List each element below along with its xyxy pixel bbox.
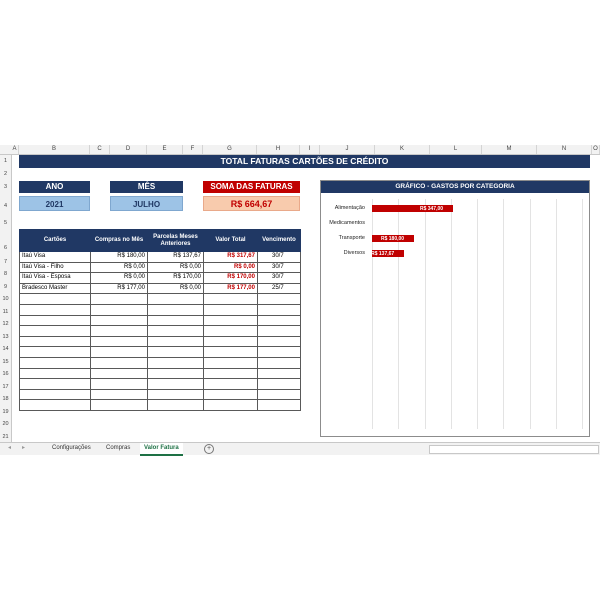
empty-cell[interactable] [91,326,148,337]
empty-cell[interactable] [204,304,258,315]
table-row [20,273,301,284]
chart-gridline [425,199,426,429]
row-header[interactable]: 1 [3,158,8,164]
table-row [20,304,301,315]
empty-cell[interactable] [204,326,258,337]
col-header-l[interactable]: L [430,145,482,154]
row-header[interactable]: 11 [2,309,9,315]
header-valor-total[interactable]: Valor Total [204,230,258,252]
row-header[interactable]: 20 [2,421,9,427]
row-header[interactable]: 12 [2,321,9,327]
empty-cell[interactable] [20,336,91,347]
empty-cell[interactable] [148,357,204,368]
category-chart[interactable] [320,180,590,437]
col-header-i[interactable]: I [300,145,320,154]
empty-cell[interactable] [258,336,301,347]
row-header[interactable]: 14 [2,346,9,352]
tab-compras[interactable]: Compras [106,445,131,451]
empty-cell[interactable] [91,347,148,358]
empty-cell[interactable] [148,294,204,305]
cell-vencimento[interactable]: 25/7 [258,283,301,294]
col-header-g[interactable]: G [203,145,257,154]
cell-cartao[interactable]: Itaú Visa [20,252,91,263]
ano-label[interactable]: ANO [19,181,90,193]
empty-cell[interactable] [91,304,148,315]
chart-gridline [451,199,452,429]
row-headers [0,155,12,443]
empty-cell[interactable] [91,389,148,400]
empty-cell[interactable] [20,368,91,379]
table-row [20,294,301,305]
empty-cell[interactable] [20,357,91,368]
chart-gridline [477,199,478,429]
empty-cell[interactable] [148,304,204,315]
row-header[interactable]: 9 [3,284,8,290]
cell-valor-total[interactable]: R$ 0,00 [204,262,258,273]
empty-cell[interactable] [148,389,204,400]
empty-cell[interactable] [258,326,301,337]
empty-cell[interactable] [204,400,258,411]
header-parcelas[interactable]: Parcelas Meses Anteriores [148,230,204,252]
tab-configuracoes[interactable]: Configurações [52,445,91,451]
cell-compras[interactable]: R$ 0,00 [91,262,148,273]
row-header[interactable]: 17 [2,384,9,390]
empty-cell[interactable] [204,294,258,305]
cell-parcelas[interactable]: R$ 0,00 [148,283,204,294]
col-header-c[interactable]: C [90,145,110,154]
tab-prev-arrow[interactable]: ◂ [8,445,12,451]
col-header-k[interactable]: K [375,145,430,154]
empty-cell[interactable] [91,400,148,411]
chart-category-label: Medicamentos [329,220,365,226]
empty-cell[interactable] [20,304,91,315]
soma-value[interactable]: R$ 664,67 [203,196,300,211]
col-header-f[interactable]: F [183,145,203,154]
row-header[interactable]: 5 [3,220,8,226]
cell-valor-total[interactable]: R$ 170,00 [204,273,258,284]
table-row [20,262,301,273]
empty-cell[interactable] [204,336,258,347]
empty-cell[interactable] [91,294,148,305]
table-row [20,315,301,326]
cell-vencimento[interactable]: 30/7 [258,262,301,273]
chart-data-label: R$ 137,67 [371,250,395,257]
table-row [20,368,301,379]
empty-cell[interactable] [258,347,301,358]
chart-gridline [556,199,557,429]
empty-cell[interactable] [258,357,301,368]
col-header-b[interactable]: B [19,145,90,154]
empty-cell[interactable] [148,326,204,337]
row-header[interactable]: 8 [3,271,8,277]
empty-cell[interactable] [204,379,258,390]
empty-cell[interactable] [204,368,258,379]
col-header-m[interactable]: M [482,145,537,154]
spreadsheet [0,145,600,455]
col-header-n[interactable]: N [537,145,592,154]
row-header[interactable]: 18 [2,396,9,402]
chart-category-label: Diversos [343,250,365,256]
empty-cell[interactable] [91,315,148,326]
row-header[interactable]: 15 [2,359,9,365]
empty-cell[interactable] [20,389,91,400]
empty-cell[interactable] [148,400,204,411]
row-header[interactable]: 13 [2,334,9,340]
empty-cell[interactable] [91,336,148,347]
empty-cell[interactable] [148,379,204,390]
col-header-e[interactable]: E [147,145,183,154]
empty-cell[interactable] [91,357,148,368]
empty-cell[interactable] [204,347,258,358]
col-header-j[interactable]: J [320,145,375,154]
chart-gridline [582,199,583,429]
table-row [20,347,301,358]
chart-data-label: R$ 347,00 [419,205,444,212]
header-vencimento[interactable]: Vencimento [258,230,301,252]
cell-compras[interactable]: R$ 177,00 [91,283,148,294]
table-row [20,252,301,263]
chart-category-label: Alimentação [334,205,365,211]
empty-cell[interactable] [258,400,301,411]
col-header-h[interactable]: H [257,145,300,154]
empty-rows [20,294,301,411]
chart-data-label: R$ 180,00 [381,235,405,242]
empty-cell[interactable] [20,379,91,390]
table-row [20,283,301,294]
column-headers [0,145,600,155]
row-header[interactable]: 3 [3,184,8,190]
table-row [20,336,301,347]
cell-cartao[interactable]: Itaú Visa - Filho [20,262,91,273]
empty-cell[interactable] [258,294,301,305]
cards-table [19,229,301,411]
row-header[interactable]: 7 [3,259,8,265]
chart-title: GRÁFICO - GASTOS POR CATEGORIA [321,181,589,193]
cell-valor-total[interactable]: R$ 317,67 [204,252,258,263]
cell-parcelas[interactable]: R$ 170,00 [148,273,204,284]
row-header[interactable]: 10 [2,296,9,302]
table-row [20,379,301,390]
empty-cell[interactable] [148,347,204,358]
cell-compras[interactable]: R$ 180,00 [91,252,148,263]
col-header-o[interactable]: O [592,145,600,154]
row-header[interactable]: 21 [2,434,9,440]
empty-cell[interactable] [91,379,148,390]
row-header[interactable]: 16 [2,371,9,377]
cell-valor-total[interactable]: R$ 177,00 [204,283,258,294]
cell-parcelas[interactable]: R$ 137,67 [148,252,204,263]
table-header-row [20,230,301,252]
cell-parcelas[interactable]: R$ 0,00 [148,262,204,273]
empty-cell[interactable] [258,379,301,390]
mes-label[interactable]: MÊS [110,181,183,193]
chart-gridline [503,199,504,429]
add-sheet-icon[interactable]: + [204,444,214,454]
empty-cell[interactable] [258,368,301,379]
empty-cell[interactable] [20,326,91,337]
header-cartoes[interactable]: Cartões [20,230,91,252]
row-header[interactable]: 2 [3,171,8,177]
tab-valor-fatura[interactable]: Valor Fatura [140,443,183,456]
table-row [20,357,301,368]
mes-value[interactable]: JULHO [110,196,183,211]
chart-gridline [398,199,399,429]
table-row [20,400,301,411]
ano-value[interactable]: 2021 [19,196,90,211]
table-row [20,326,301,337]
col-header-d[interactable]: D [110,145,147,154]
empty-cell[interactable] [20,347,91,358]
empty-cell[interactable] [148,336,204,347]
empty-cell[interactable] [20,400,91,411]
empty-cell[interactable] [148,315,204,326]
empty-cell[interactable] [204,389,258,400]
empty-cell[interactable] [20,315,91,326]
empty-cell[interactable] [204,315,258,326]
table-row [20,389,301,400]
chart-category-label: Transporte [338,235,365,241]
chart-gridline [530,199,531,429]
header-compras[interactable]: Compras no Mês [91,230,148,252]
empty-cell[interactable] [148,368,204,379]
cell-cartao[interactable]: Bradesco Master [20,283,91,294]
sheet-tabs-bar [0,442,600,455]
empty-cell[interactable] [258,304,301,315]
soma-label[interactable]: SOMA DAS FATURAS [203,181,300,193]
cell-vencimento[interactable]: 30/7 [258,273,301,284]
col-header-a[interactable]: A [11,145,19,154]
horizontal-scrollbar[interactable] [429,445,599,454]
empty-cell[interactable] [258,315,301,326]
row-header[interactable]: 4 [3,203,8,209]
empty-cell[interactable] [258,389,301,400]
cell-vencimento[interactable]: 30/7 [258,252,301,263]
empty-cell[interactable] [204,357,258,368]
empty-cell[interactable] [20,294,91,305]
cell-compras[interactable]: R$ 0,00 [91,273,148,284]
row-header[interactable]: 6 [3,245,8,251]
chart-gridline [372,199,373,429]
row-header[interactable]: 19 [2,409,9,415]
empty-cell[interactable] [91,368,148,379]
cell-cartao[interactable]: Itaú Visa - Esposa [20,273,91,284]
tab-next-arrow[interactable]: ▸ [22,445,26,451]
sheet-title[interactable]: TOTAL FATURAS CARTÕES DE CRÉDITO [19,155,590,168]
